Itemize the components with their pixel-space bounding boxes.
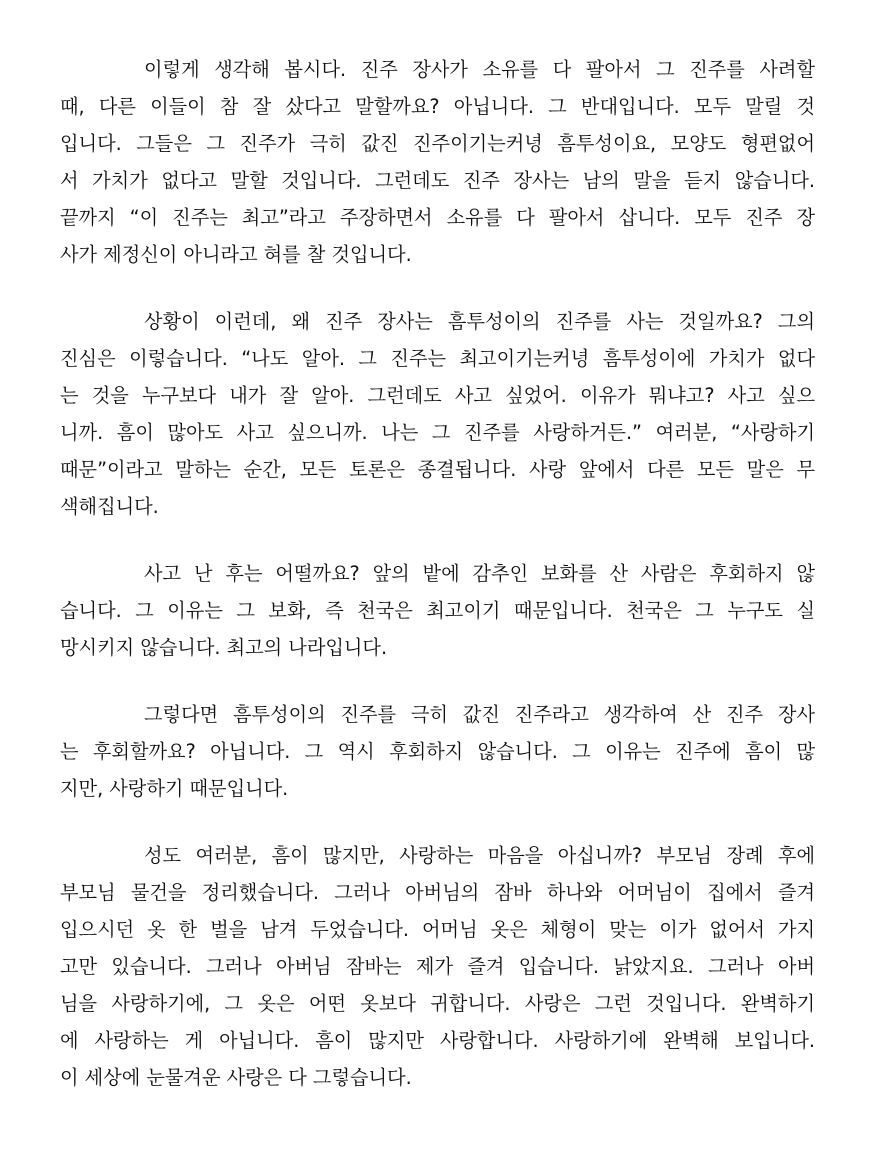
text-line: 는 후회할까요? 아닙니다. 그 역시 후회하지 않습니다. 그 이유는 진주에 흠이 많 <box>60 740 815 763</box>
paragraph-2 <box>60 303 815 525</box>
document-page <box>60 51 815 1126</box>
text-line: 이렇게 생각해 봅시다. 진주 장사가 소유를 다 팔아서 그 진주를 사려할 <box>144 58 815 81</box>
text-line: 끝까지 “이 진주는 최고”라고 주장하면서 소유를 다 팔아서 삽니다. 모두 진주 장 <box>60 206 815 229</box>
text-line: 그렇다면 흠투성이의 진주를 극히 값진 진주라고 생각하여 산 진주 장사 <box>144 703 815 726</box>
text-line: 망시키지 않습니다. 최고의 나라입니다. <box>60 636 388 659</box>
text-line: 는 것을 누구보다 내가 잘 알아. 그런데도 사고 싶었어. 이유가 뭐냐고? 사고 싶으 <box>60 384 815 407</box>
paragraph-5 <box>60 837 815 1096</box>
text-line: 서 가치가 없다고 말할 것입니다. 그런데도 진주 장사는 남의 말을 듣지 않습니다. <box>60 169 815 192</box>
paragraph-3 <box>60 555 815 666</box>
paragraph-4 <box>60 696 815 807</box>
text-line: 성도 여러분, 흠이 많지만, 사랑하는 마음을 아십니까? 부모님 장례 후에 <box>144 844 815 867</box>
text-line: 입으시던 옷 한 벌을 남겨 두었습니다. 어머님 옷은 체형이 맞는 이가 없어서 가지 <box>60 918 815 941</box>
paragraph-1 <box>60 51 815 273</box>
text-line: 부모님 물건을 정리했습니다. 그러나 아버님의 잠바 하나와 어머님이 집에서 즐겨 <box>60 881 815 904</box>
text-line: 니까. 흠이 많아도 사고 싶으니까. 나는 그 진주를 사랑하거든.” 여러분, “사랑하기 <box>60 421 815 444</box>
text-line: 사가 제정신이 아니라고 혀를 찰 것입니다. <box>60 243 412 266</box>
text-line: 에 사랑하는 게 아닙니다. 흠이 많지만 사랑합니다. 사랑하기에 완벽해 보입니다. <box>60 1029 815 1052</box>
text-line: 상황이 이런데, 왜 진주 장사는 흠투성이의 진주를 사는 것일까요? 그의 <box>144 310 815 333</box>
text-line: 색해집니다. <box>60 495 159 518</box>
text-line: 때문”이라고 말하는 순간, 모든 토론은 종결됩니다. 사랑 앞에서 다른 모든 말은 무 <box>60 458 815 481</box>
text-line: 습니다. 그 이유는 그 보화, 즉 천국은 최고이기 때문입니다. 천국은 그 누구도 실 <box>60 599 815 622</box>
text-line: 사고 난 후는 어떨까요? 앞의 밭에 감추인 보화를 산 사람은 후회하지 않 <box>144 562 815 585</box>
text-line: 때, 다른 이들이 참 잘 샀다고 말할까요? 아닙니다. 그 반대입니다. 모두 말릴 것 <box>60 95 815 118</box>
text-line: 고만 있습니다. 그러나 아버님 잠바는 제가 즐겨 입습니다. 낡았지요. 그러나 아버 <box>60 955 815 978</box>
text-line: 지만, 사랑하기 때문입니다. <box>60 777 289 800</box>
text-line: 진심은 이렇습니다. “나도 알아. 그 진주는 최고이기는커녕 흠투성이에 가치가 없다 <box>60 347 815 370</box>
text-line: 이 세상에 눈물겨운 사랑은 다 그렇습니다. <box>60 1066 412 1089</box>
text-line: 입니다. 그들은 그 진주가 극히 값진 진주이기는커녕 흠투성이요, 모양도 형편없어 <box>60 132 815 155</box>
text-line: 님을 사랑하기에, 그 옷은 어떤 옷보다 귀합니다. 사랑은 그런 것입니다. 완벽하기 <box>60 992 815 1015</box>
